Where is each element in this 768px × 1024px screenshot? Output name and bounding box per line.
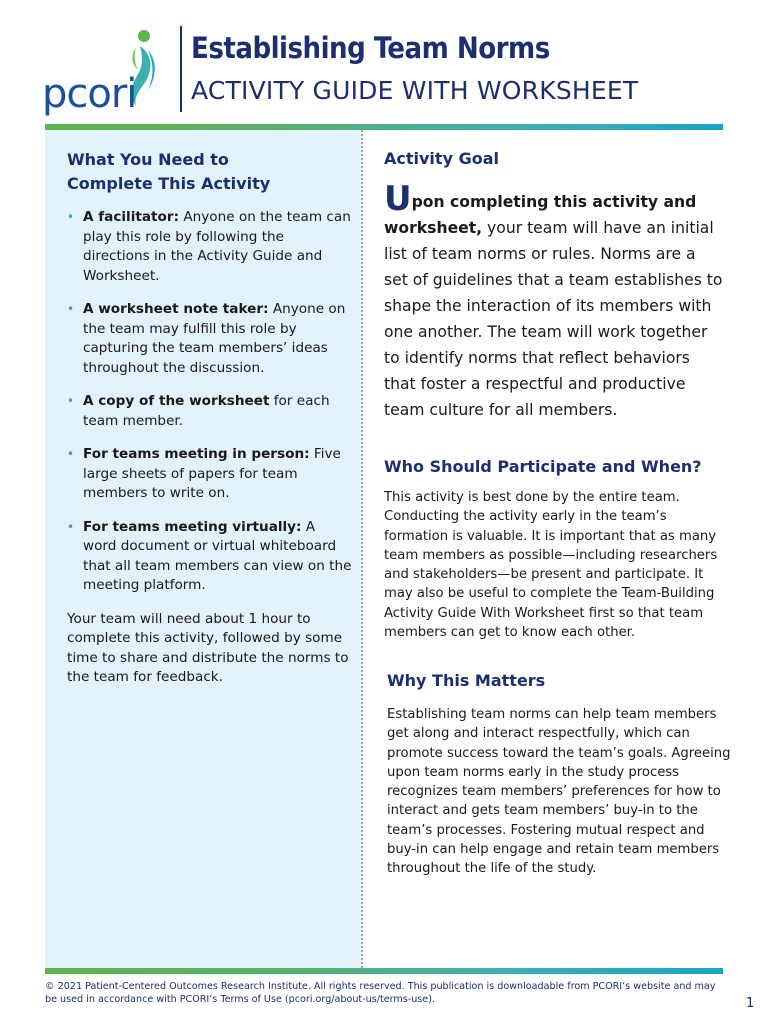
list-item	[67, 445, 352, 504]
list-item	[67, 392, 352, 431]
goal-body: your team will have an initial list of team norms or rules. Norms are a set of guidelines that a team establishes to shape the interaction of its members with one another. The team will work together to identify norms that reflect behaviors that foster a respectful and productive team culture for all members.	[384, 219, 723, 419]
item-bold: A copy of the worksheet	[83, 393, 270, 409]
list-item	[67, 518, 352, 596]
item-text: Anyone on the team may fulfill this role by capturing the team members’ ideas throughout the discussion.	[83, 301, 346, 376]
requirements-list	[67, 208, 352, 596]
bullet-icon: •	[67, 447, 75, 461]
who-heading: Who Should Participate and When?	[384, 457, 702, 476]
bullet-icon: •	[67, 302, 75, 316]
item-bold: For teams meeting virtually:	[83, 518, 302, 535]
bullet-icon: •	[67, 210, 75, 224]
logo-wordmark: pcori	[42, 71, 137, 117]
sidebar-heading-line1: What You Need to	[67, 150, 229, 169]
pcori-logo	[42, 28, 172, 120]
goal-lead: pon completing this activity and worksheet,	[384, 193, 697, 237]
item-text: Anyone on the team can play this role by following the directions in the Activity Guide and Worksheet.	[83, 209, 351, 284]
bullet-icon: •	[67, 394, 75, 408]
why-text: Establishing team norms can help team members get along and interact respectfully, which can promote success toward the team’s goals. Agreeing upon team norms early in the study process recognizes team members’ preferences for how to interact and gets team members’ buy-in to the team’s processes. Fostering mutual respect and buy-in can help engage and retain team members throughout the life of the study.	[387, 707, 731, 877]
sidebar-content	[67, 148, 352, 688]
page-subtitle: ACTIVITY GUIDE WITH WORKSHEET	[191, 76, 639, 105]
list-item	[67, 208, 352, 286]
time-note: Your team will need about 1 hour to complete this activity, followed by some time to share and distribute the norms to the team for feedback.	[67, 610, 349, 685]
page-title: Establishing Team Norms	[191, 31, 550, 65]
item-text: for each team member.	[83, 393, 330, 429]
item-bold: A facilitator:	[83, 209, 180, 225]
drop-cap: U	[384, 179, 412, 219]
item-bold: A worksheet note taker:	[83, 301, 269, 317]
item-text: A word document or virtual whiteboard that all team members can view on the meeting platform.	[83, 518, 352, 593]
header-divider	[180, 26, 182, 112]
bullet-icon: •	[67, 519, 75, 534]
copyright-notice: © 2021 Patient-Centered Outcomes Research Institute. All rights reserved. This publication is downloadable from PCORI’s website and may be used in accordance with PCORI’s Terms of Use (pcori.org/about-us/terms-use).	[45, 981, 716, 1005]
list-item	[67, 300, 352, 378]
bottom-gradient-bar	[45, 968, 723, 974]
column-divider	[361, 130, 363, 968]
item-text: Five large sheets of papers for team members to write on.	[83, 446, 341, 501]
activity-goal-heading: Activity Goal	[384, 149, 499, 168]
item-bold: For teams meeting in person:	[83, 446, 310, 462]
who-text: This activity is best done by the entire team. Conducting the activity early in the team’s formation is valuable. It is important that as many team members as possible—including researchers and stakeholders—be present and participate. It may also be useful to complete the Team-Building Activity Guide With Worksheet first so that team members can get to know each other.	[384, 490, 718, 641]
sidebar-heading-line2: Complete This Activity	[67, 174, 271, 193]
activity-goal-text	[384, 179, 724, 423]
sidebar-heading	[67, 148, 352, 196]
page-number: 1	[746, 996, 755, 1011]
why-heading: Why This Matters	[387, 671, 546, 690]
